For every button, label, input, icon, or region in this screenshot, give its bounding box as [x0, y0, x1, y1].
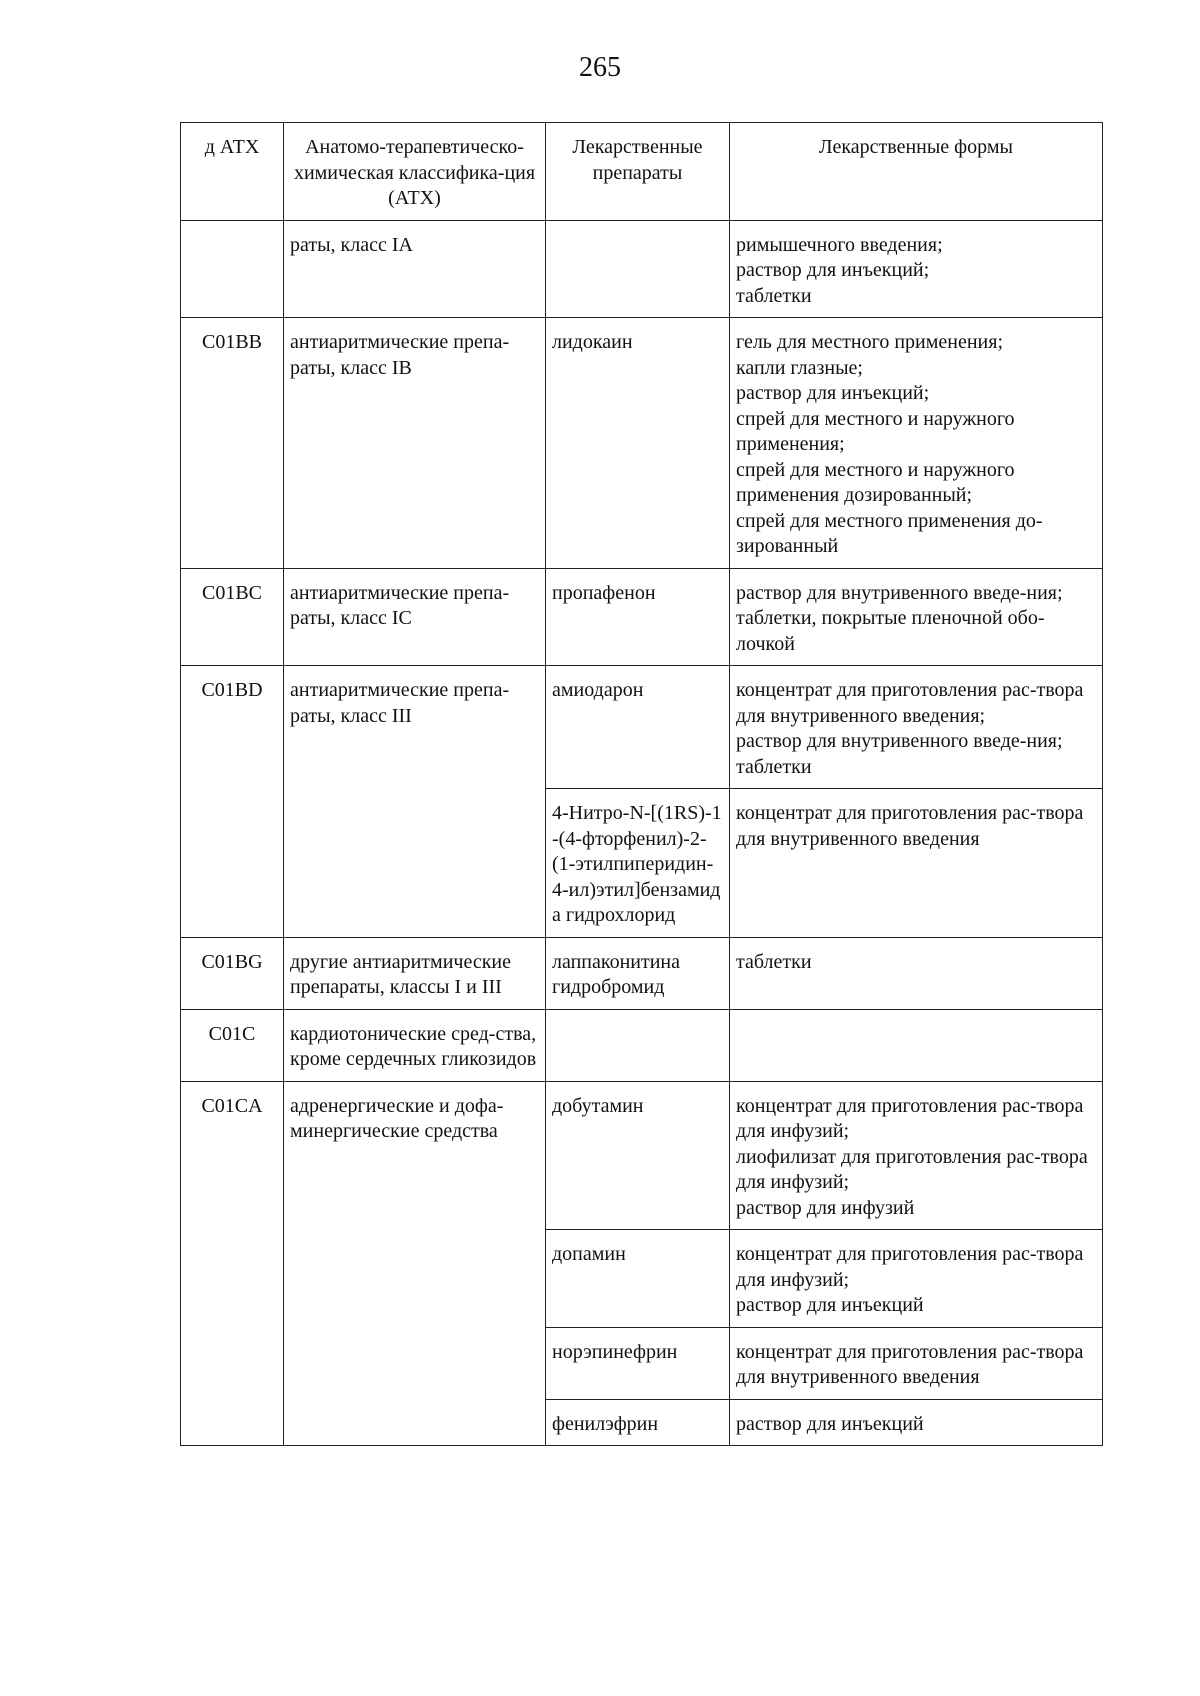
atx-code: C01BC [181, 568, 284, 666]
atx-classification: раты, класс IA [284, 220, 546, 318]
dosage-form: раствор для внутривенного введе-ния; [736, 581, 1063, 604]
dosage-form: концентрат для приготовления рас-твора для внутривенного введения [736, 1340, 1084, 1388]
drug-name: лаппаконитина гидробромид [546, 937, 730, 1009]
dosage-form: раствор для инъекций; [736, 259, 930, 281]
dosage-form: раствор для внутривенного введе-ния; [736, 730, 1063, 752]
header-forms: Лекарственные формы [730, 123, 1103, 221]
header-code: д АТХ [181, 123, 284, 221]
drug-name [546, 1009, 730, 1081]
dosage-forms [730, 789, 1103, 938]
table-row [181, 666, 1103, 789]
dosage-form: концентрат для приготовления рас-твора для внутривенного введения [736, 802, 1084, 850]
header-drugs: Лекарственные препараты [546, 123, 730, 221]
dosage-form: концентрат для приготовления рас-твора для внутривенного введения; [736, 679, 1084, 727]
drug-name [546, 220, 730, 318]
drug-name: лидокаин [546, 318, 730, 569]
dosage-form: спрей для местного и наружного применения дозированный; [736, 458, 1015, 506]
dosage-form: таблетки [736, 950, 812, 973]
dosage-form: раствор для инъекций; [736, 382, 930, 404]
atx-code: C01BB [181, 318, 284, 569]
dosage-form: таблетки [736, 755, 812, 778]
atx-classification: кардиотонические сред-ства, кроме сердечных гликозидов [284, 1009, 546, 1081]
dosage-form: римышечного введения; [736, 233, 943, 256]
drug-name: допамин [546, 1230, 730, 1328]
atx-classification: антиаритмические препа-раты, класс IB [284, 318, 546, 569]
dosage-form: концентрат для приготовления рас-твора для инфузий; [736, 1094, 1084, 1142]
dosage-forms [730, 1081, 1103, 1230]
dosage-form: раствор для инъекций [736, 1412, 924, 1435]
table-row [181, 220, 1103, 318]
dosage-form: гель для местного применения; [736, 331, 1004, 353]
drug-name: фенилэфрин [546, 1399, 730, 1446]
dosage-form: раствор для инъекций [736, 1294, 924, 1316]
dosage-forms [730, 220, 1103, 318]
dosage-forms [730, 1009, 1103, 1081]
table-row [181, 1081, 1103, 1230]
header-classification: Анатомо-терапевтическо-химическая классифика-ция (АТХ) [284, 123, 546, 221]
dosage-form: таблетки, покрытые пленочной обо-лочкой [736, 607, 1045, 655]
drug-name: 4-Нитро-N-[(1RS)-1-(4-фторфенил)-2-(1-этилпиперидин-4-ил)этил]бензамида гидрохлорид [546, 789, 730, 938]
dosage-form: таблетки [736, 284, 812, 307]
drug-name: норэпинефрин [546, 1327, 730, 1399]
dosage-forms [730, 937, 1103, 1009]
atx-code: C01BD [181, 666, 284, 938]
dosage-forms [730, 1399, 1103, 1446]
dosage-form: спрей для местного и наружного применения; [736, 407, 1015, 455]
atx-code: C01C [181, 1009, 284, 1081]
table-row [181, 937, 1103, 1009]
drug-name: амиодарон [546, 666, 730, 789]
dosage-form: капли глазные; [736, 356, 863, 379]
page-number: 265 [579, 52, 621, 83]
drug-name: добутамин [546, 1081, 730, 1230]
dosage-form: спрей для местного применения до-зированный [736, 509, 1043, 557]
table-header-row [181, 123, 1103, 221]
dosage-forms [730, 1230, 1103, 1328]
table-row [181, 568, 1103, 666]
dosage-forms [730, 568, 1103, 666]
atx-classification: антиаритмические препа-раты, класс III [284, 666, 546, 938]
table-row [181, 318, 1103, 569]
dosage-form: раствор для инфузий [736, 1196, 915, 1219]
dosage-form: лиофилизат для приготовления рас-твора для инфузий; [736, 1145, 1088, 1193]
atx-table [180, 122, 1103, 1446]
atx-classification: антиаритмические препа-раты, класс IC [284, 568, 546, 666]
table-row [181, 1009, 1103, 1081]
atx-code: C01BG [181, 937, 284, 1009]
atx-code [181, 220, 284, 318]
atx-classification: другие антиаритмические препараты, классы I и III [284, 937, 546, 1009]
atx-code: C01CA [181, 1081, 284, 1446]
dosage-forms [730, 1327, 1103, 1399]
atx-classification: адренергические и дофа-минергические средства [284, 1081, 546, 1446]
drug-name: пропафенон [546, 568, 730, 666]
dosage-form: концентрат для приготовления рас-твора для инфузий; [736, 1243, 1084, 1291]
dosage-forms [730, 318, 1103, 569]
dosage-forms [730, 666, 1103, 789]
